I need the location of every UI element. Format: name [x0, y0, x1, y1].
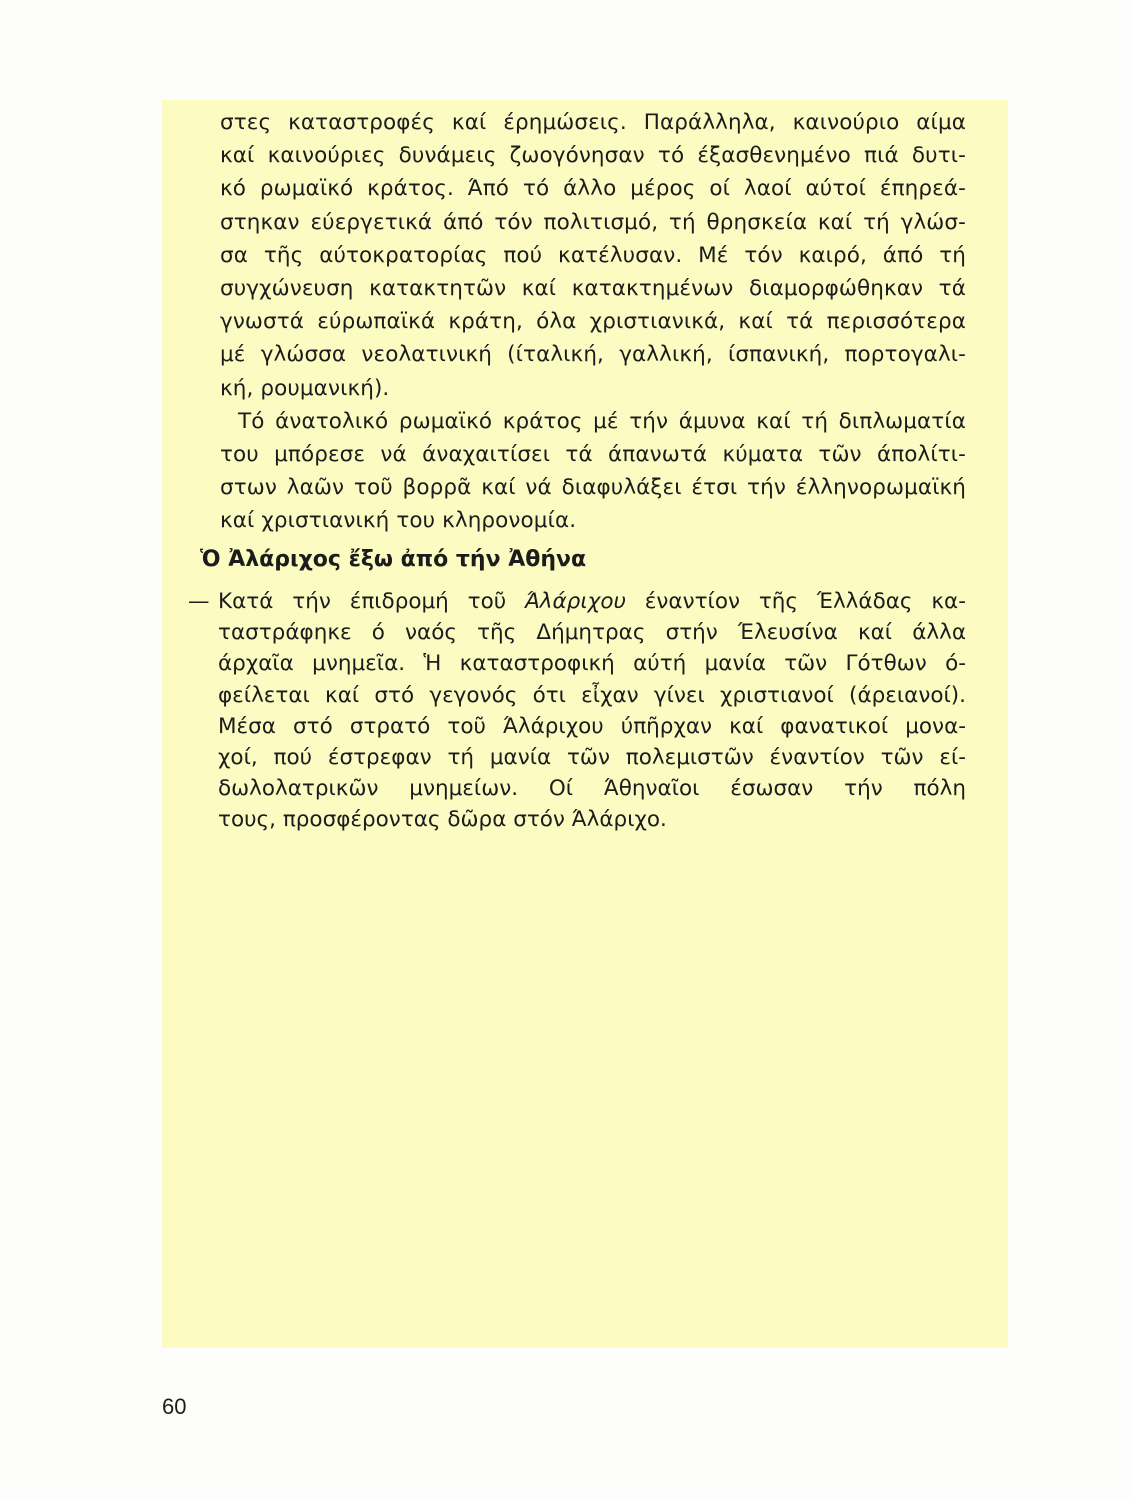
text-line: σα τῆς αύτοκρατορίας πού κατέλυσαν. Μέ τόν καιρό, άπό τή	[220, 242, 966, 268]
quote-text: έναντίον τῆς Έλλάδας κα-	[625, 589, 966, 614]
text-line: στων λαῶν τοῦ βορρᾶ καί νά διαφυλάξει έτσι τήν έλληνορωμαϊκή	[220, 475, 966, 501]
text-line: Τό άνατολικό ρωμαϊκό κράτος μέ τήν άμυνα καί τή διπλωματία	[238, 408, 966, 434]
quote-line: άρχαῖα μνημεῖα. Ἡ καταστροφική αύτή μανία τῶν Γότθων ό-	[218, 651, 966, 677]
text-line: καί καινούριες δυνάμεις ζωογόνησαν τό έξασθενημένο πιά δυτι-	[220, 143, 966, 169]
section-heading: Ὁ Ἀλάριχος ἔξω ἀπό τήν Ἀθήνα	[200, 547, 587, 572]
quote-text: Κατά τήν έπιδρομή τοῦ	[218, 589, 526, 614]
quote-line: ταστράφηκε ό ναός τῆς Δήμητρας στήν Έλευσίνα καί άλλα	[218, 620, 966, 646]
quote-line: Μέσα στό στρατό τοῦ Άλάριχου ύπῆρχαν καί φανατικοί μονα-	[218, 713, 966, 739]
quote-line: τους, προσφέροντας δῶρα στόν Άλάριχο.	[218, 807, 667, 833]
text-line: του μπόρεσε νά άναχαιτίσει τά άπανωτά κύματα τῶν άπολίτι-	[220, 442, 966, 468]
page-number: 60	[162, 1394, 187, 1419]
text-line: γνωστά εύρωπαϊκά κράτη, όλα χριστιανικά, καί τά περισσότερα	[220, 309, 966, 335]
quote-name-alarich: Άλάριχου	[525, 589, 626, 614]
text-line: στηκαν εύεργετικά άπό τόν πολιτισμό, τή θρησκεία καί τή γλώσ-	[220, 209, 966, 235]
quote-line	[188, 586, 966, 617]
quote-line: φείλεται καί στό γεγονός ότι εἶχαν γίνει χριστιανοί (άρειανοί).	[218, 682, 966, 708]
quote-dash: —	[188, 589, 210, 614]
text-line: καί χριστιανική του κληρονομία.	[220, 508, 577, 534]
paragraph-1	[220, 106, 966, 405]
body-text	[220, 106, 966, 538]
text-line: κή, ρουμανική).	[220, 375, 390, 401]
text-line: συγχώνευση κατακτητῶν καί κατακτημένων διαμορφώθηκαν τά	[220, 276, 966, 302]
text-line: στες καταστροφές καί έρημώσεις. Παράλληλα, καινούριο αίμα	[220, 110, 966, 135]
quote-block	[188, 586, 966, 836]
text-line: μέ γλώσσα νεολατινική (ίταλική, γαλλική, ίσπανική, πορτογαλι-	[220, 342, 966, 368]
text-line: κό ρωμαϊκό κράτος. Άπό τό άλλο μέρος οί λαοί αύτοί έπηρεά-	[220, 176, 966, 202]
quote-line: δωλολατρικῶν μνημείων. Οί Άθηναῖοι έσωσαν τήν πόλη	[218, 776, 966, 802]
paragraph-2	[220, 405, 966, 538]
quote-line: χοί, πού έστρεφαν τή μανία τῶν πολεμιστῶν έναντίον τῶν εί-	[218, 745, 966, 771]
